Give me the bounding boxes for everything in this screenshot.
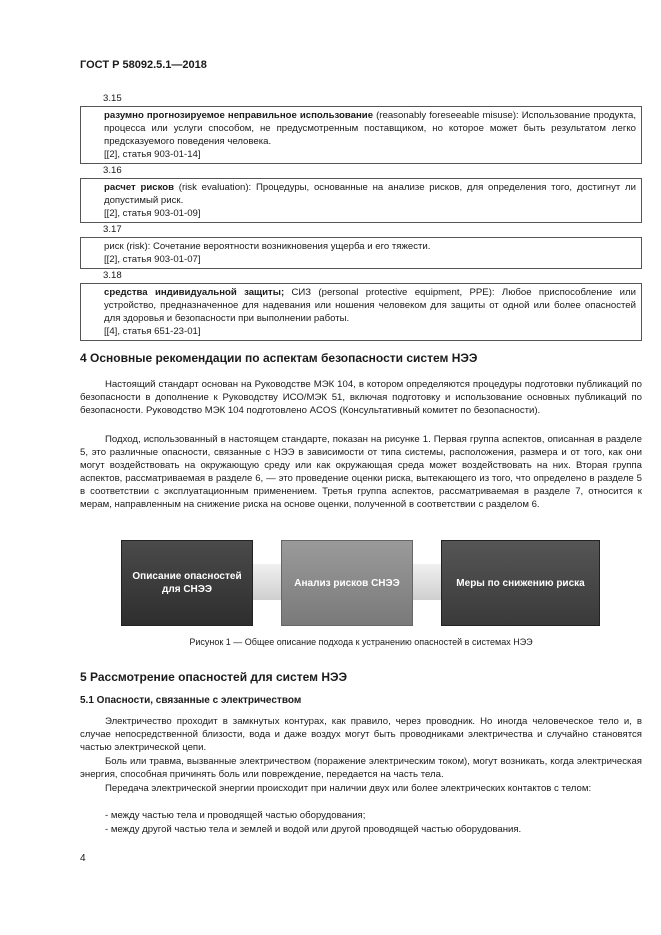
section-4-heading: 4 Основные рекомендации по аспектам безопасности систем НЭЭ (80, 351, 478, 365)
risk-reduction-box: Меры по снижению риска (441, 540, 600, 626)
list-item: - между частью тела и проводящей частью оборудования; (105, 810, 366, 821)
connector-arrow (413, 564, 441, 600)
term-entry (80, 107, 642, 164)
term-entry (80, 284, 642, 341)
term-number: 3.18 (80, 269, 642, 284)
term-name: расчет рисков (104, 182, 175, 193)
list-item: - между другой частью тела и землей и водой или другой проводящей частью оборудования. (105, 824, 522, 835)
document-header: ГОСТ Р 58092.5.1—2018 (80, 59, 207, 71)
risk-analysis-box: Анализ рисков СНЭЭ (281, 540, 413, 626)
section-5-heading: 5 Рассмотрение опасностей для систем НЭЭ (80, 670, 348, 684)
terms-table (80, 92, 642, 341)
figure-caption: Рисунок 1 — Общее описание подхода к устранению опасностей в системах НЭЭ (189, 637, 533, 647)
subsection-5-1-heading: 5.1 Опасности, связанные с электричеством (80, 695, 302, 706)
term-definition: (risk evaluation): Процедуры, основанные на анализе рисков, для определения того, достигнут ли допустимый риск. (104, 182, 636, 206)
term-definition: риск (risk): Сочетание вероятности возникновения ущерба и его тяжести. (104, 241, 431, 252)
term-number: 3.16 (80, 164, 642, 179)
hazard-description-box: Описание опасностей для СНЭЭ (121, 540, 253, 626)
term-name: средства индивидуальной защиты; (104, 287, 285, 298)
section-5-paragraph-1: Электричество проходит в замкнутых контурах, как правило, через проводник. Но иногда человеческое тело и, в случае непосредственной близости, вода и даже воздух могут быть проводниками электричества и случайно становятся частью электрической цепи. (80, 716, 642, 753)
section-5-paragraph-3: Передача электрической энергии происходит при наличии двух или более электрических контактов с телом: (105, 783, 592, 794)
term-number: 3.17 (80, 223, 642, 238)
term-entry (80, 179, 642, 223)
term-source: [[2], статья 903-01-14] (104, 149, 201, 160)
term-definition: (reasonably foreseeable misuse): Использование продукта, процесса или услуги способом, не предусмотренным поставщиком, но которое может быть результатом легко предсказуемого поведения человека. (104, 110, 636, 147)
term-number: 3.15 (80, 92, 642, 107)
term-definition: СИЗ (personal protective equipment, PPE): Любое приспособление или устройство, предназначенное для надевания или ношения человеком для защиты от одной или более опасностей для здоровья и безопасности при выполнении работы. (104, 287, 636, 324)
term-name: разумно прогнозируемое неправильное использование (104, 110, 374, 121)
term-entry (80, 238, 642, 269)
section-4-paragraph-2: Подход, использованный в настоящем стандарте, показан на рисунке 1. Первая группа аспектов, описанная в разделе 5, это различные опасности, связанные с НЭЭ в зависимости от типа системы, расположения, размера и от того, как они могут воздействовать на окружающую среду или как окружающая среда может воздействовать на них. Вторая группа аспектов, рассматриваемая в разделе 6, — это проведение оценки риска, вытекающего из того, что определено в разделе 5 в соответствии с эксплуатационным применением. Третья группа аспектов, рассматриваемая в разделе 7, относится к мерам, направленным на снижение риска на основе оценки, полученной в соответствии с разделом 6. (80, 434, 642, 510)
page-number: 4 (80, 853, 86, 864)
connector-arrow (253, 564, 281, 600)
term-source: [[2], статья 903-01-07] (104, 254, 201, 265)
term-source: [[4], статья 651-23-01] (104, 326, 201, 337)
section-5-paragraph-2: Боль или травма, вызванные электричеством (поражение электрическим током), могут возникать, когда электрическая энергия, способная причинять боль или повреждение, передается на часть тела. (80, 756, 642, 780)
section-4-paragraph-1: Настоящий стандарт основан на Руководстве МЭК 104, в котором определяются процедуры подготовки публикаций по безопасности в дополнение к Руководству ИСО/МЭК 51, включая подготовку и использование основных публикаций по безопасности. Руководство МЭК 104 подготовлено ACOS (Консультативный комитет по безопасности). (80, 379, 642, 416)
term-source: [[2], статья 903-01-09] (104, 208, 201, 219)
figure-1-diagram (121, 540, 600, 626)
